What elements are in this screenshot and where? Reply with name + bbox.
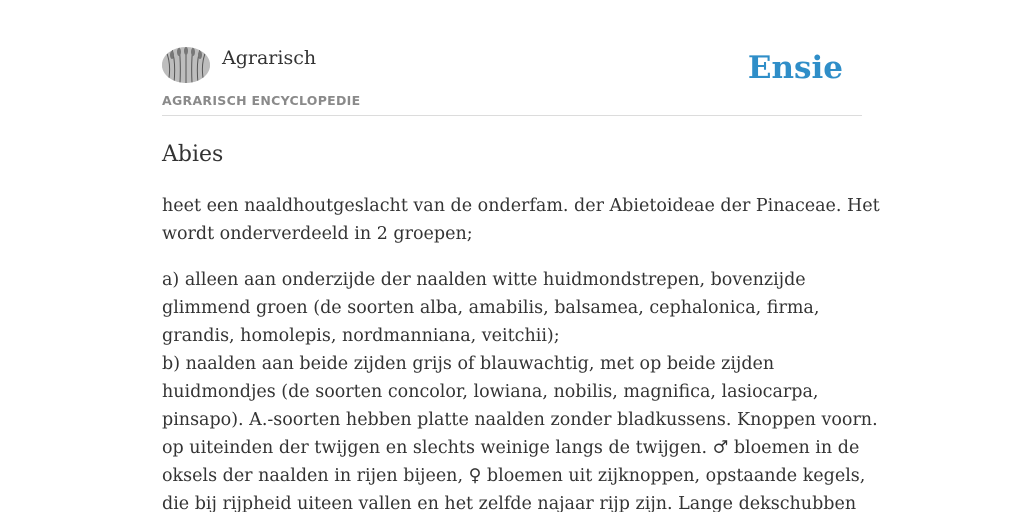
article-line: pinsapo). A.-soorten hebben platte naalden zonder bladkussens. Knoppen voorn. xyxy=(162,410,878,430)
article-line: glimmend groen (de soorten alba, amabilis, balsamea, cephalonica, firma, xyxy=(162,298,820,318)
article-line: a) alleen aan onderzijde der naalden witte huidmondstrepen, bovenzijde xyxy=(162,270,806,290)
ensie-logo-link[interactable]: Ensie xyxy=(747,50,843,86)
article-line: b) naalden aan beide zijden grijs of blauwachtig, met op beide zijden xyxy=(162,354,775,374)
article-title: Abies xyxy=(162,142,224,167)
publication-avatar[interactable] xyxy=(162,47,210,83)
publication-subtitle: AGRARISCH ENCYCLOPEDIE xyxy=(162,93,361,108)
article-line: op uiteinden der twijgen en slechts weinige langs de twijgen. ♂ bloemen in de xyxy=(162,438,860,458)
header xyxy=(162,0,862,116)
article-body xyxy=(162,192,880,512)
article-line: heet een naaldhoutgeslacht van de onderfam. der Abietoideae der Pinaceae. Het xyxy=(162,196,880,216)
publication-name-link[interactable]: Agrarisch xyxy=(222,47,317,69)
article-line: wordt onderverdeeld in 2 groepen; xyxy=(162,224,473,244)
article-line: die bij rijpheid uiteen vallen en het zelfde najaar rijp zijn. Lange dekschubben xyxy=(162,494,857,512)
article-line: huidmondjes (de soorten concolor, lowiana, nobilis, magnifica, lasiocarpa, xyxy=(162,382,819,402)
article-line: grandis, homolepis, nordmanniana, veitchii); xyxy=(162,326,560,346)
wheat-image-icon xyxy=(162,47,210,83)
article-line: oksels der naalden in rijen bijeen, ♀ bloemen uit zijknoppen, opstaande kegels, xyxy=(162,466,866,486)
